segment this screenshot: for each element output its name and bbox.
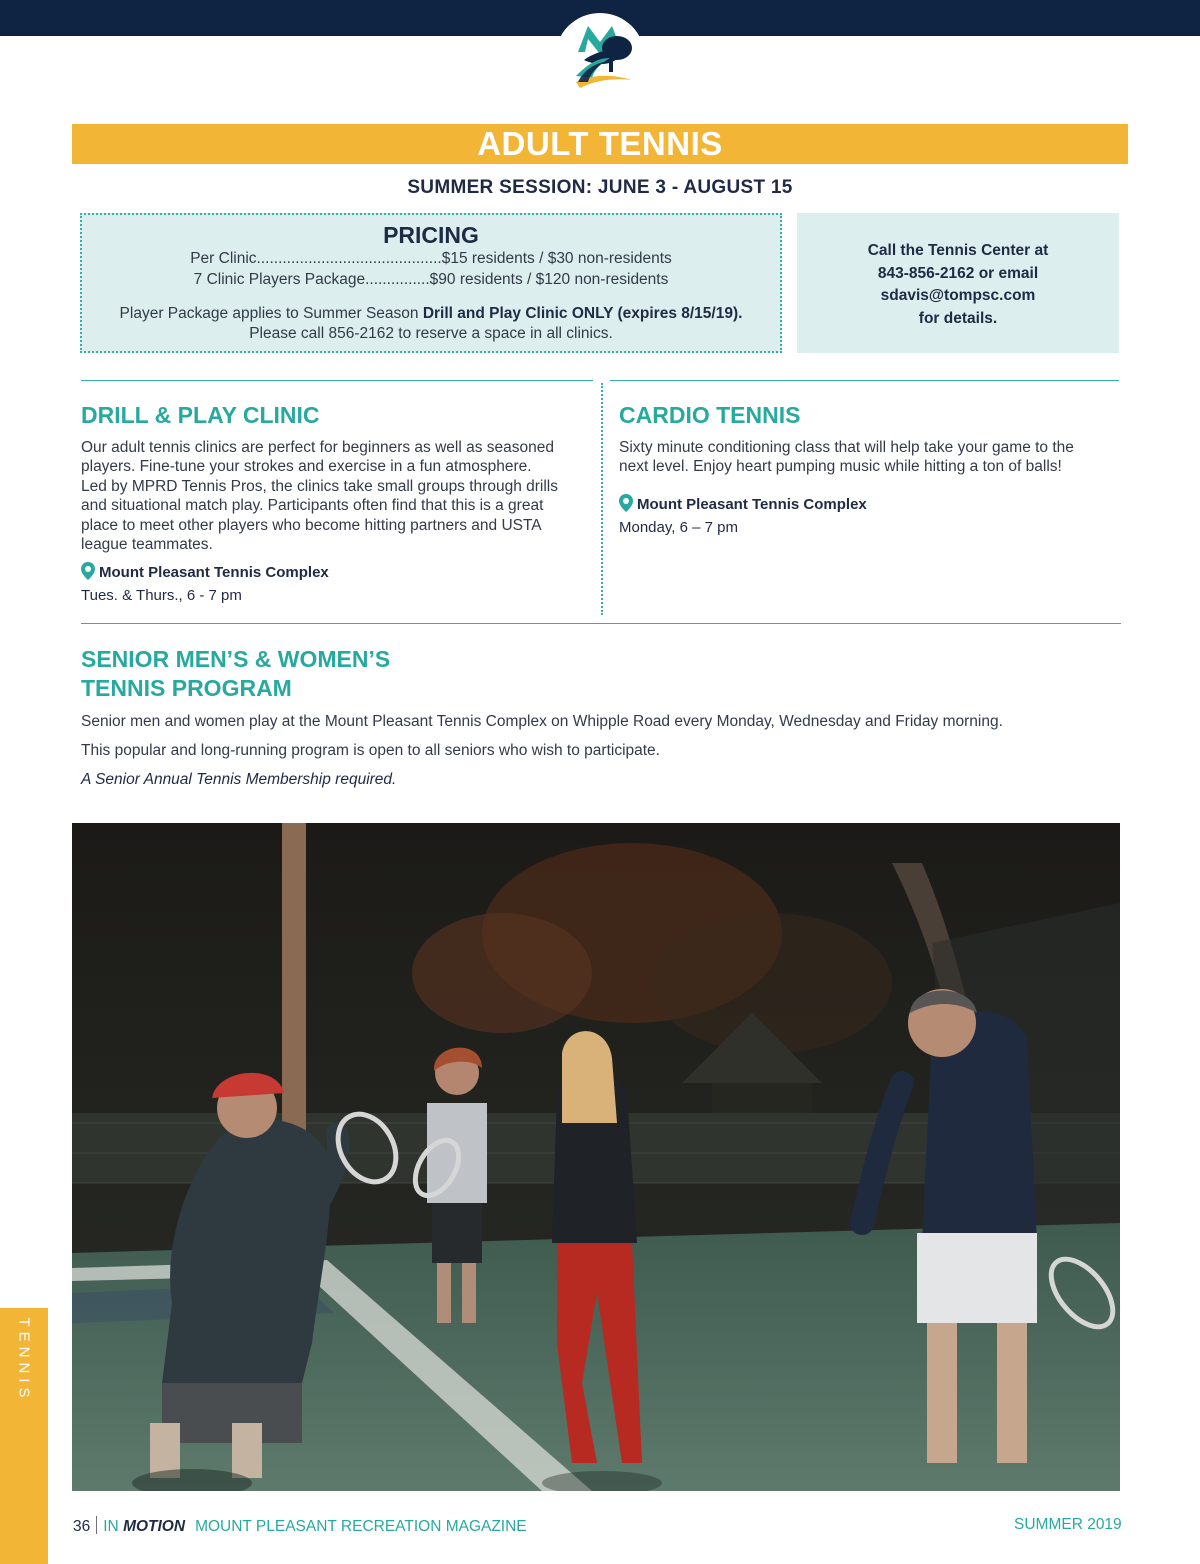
drill-line: players. Fine-tune your strokes and exercise in a fun atmosphere.	[81, 458, 532, 476]
senior-paragraph: This popular and long-running program is open to all seniors who wish to participate.	[81, 742, 660, 759]
page-number: 36	[73, 1518, 91, 1535]
cardio-title: CARDIO TENNIS	[619, 402, 801, 428]
pricing-box	[80, 213, 782, 353]
pricing-note-bold: Drill and Play Clinic ONLY (expires 8/15/19).	[422, 305, 743, 322]
cardio-line: next level. Enjoy heart pumping music while hitting a ton of balls!	[619, 458, 1062, 476]
side-tab-label: TENNIS	[15, 1317, 33, 1403]
senior-title-line2: TENNIS PROGRAM	[81, 675, 292, 701]
footer-separator	[96, 1516, 97, 1534]
contact-box	[797, 213, 1119, 353]
pricing-note	[82, 304, 780, 344]
drill-line: place to meet other players who become hitting partners and USTA	[81, 516, 542, 534]
drill-title: DRILL & PLAY CLINIC	[81, 402, 320, 428]
divider	[81, 623, 1121, 624]
divider	[610, 380, 1119, 381]
footer-season: SUMMER 2019	[1014, 1516, 1122, 1533]
drill-line: Our adult tennis clinics are perfect for beginners as well as seasoned	[81, 439, 554, 456]
pricing-line-per-clinic: Per Clinic...........................................$15 residents / $30 non-residents	[190, 250, 672, 267]
footer-magazine: MOUNT PLEASANT RECREATION MAGAZINE	[195, 1518, 527, 1535]
drill-description	[81, 438, 586, 554]
cardio-line: Sixty minute conditioning class that will help take your game to the	[619, 439, 1074, 456]
senior-title-line1: SENIOR MEN’S & WOMEN’S	[81, 646, 391, 672]
cardio-location-name: Mount Pleasant Tennis Complex	[637, 496, 867, 513]
footer-in: IN	[103, 1518, 124, 1535]
logo	[554, 12, 646, 104]
pricing-line-package: 7 Clinic Players Package...............$90 residents / $120 non-residents	[193, 271, 669, 288]
cardio-location	[619, 494, 867, 537]
drill-line: Led by MPRD Tennis Pros, the clinics take small groups through drills	[81, 477, 558, 495]
cardio-description	[619, 438, 1119, 477]
drill-line: and situational match play. Participants often find that this is a great	[81, 497, 544, 515]
drill-time: Tues. & Thurs., 6 - 7 pm	[81, 586, 242, 604]
contact-line: Call the Tennis Center at	[867, 242, 1049, 259]
cardio-time: Monday, 6 – 7 pm	[619, 518, 738, 536]
pricing-title: PRICING	[383, 222, 479, 248]
session-dates: SUMMER SESSION: JUNE 3 - AUGUST 15	[407, 177, 793, 198]
column-divider	[601, 383, 603, 615]
divider	[81, 380, 593, 381]
pricing-note-text: Player Package applies to Summer Season	[119, 305, 423, 322]
footer-left	[73, 1516, 527, 1536]
drill-line: league teammates.	[81, 536, 213, 554]
location-pin-icon	[619, 494, 633, 518]
footer-motion: MOTION	[123, 1518, 186, 1535]
contact-phone: 843-856-2162 or email	[877, 264, 1039, 282]
contact-line: for details.	[918, 309, 998, 327]
drill-location-name: Mount Pleasant Tennis Complex	[99, 564, 329, 581]
page-title: ADULT TENNIS	[72, 124, 1128, 164]
location-pin-icon	[81, 562, 95, 586]
senior-membership-note: A Senior Annual Tennis Membership required.	[81, 771, 397, 788]
tennis-photo	[72, 823, 1120, 1491]
drill-location	[81, 562, 329, 605]
senior-paragraph: Senior men and women play at the Mount Pleasant Tennis Complex on Whipple Road every Monday, Wednesday and Friday morning.	[81, 713, 1003, 730]
contact-email: sdavis@tompsc.com	[880, 287, 1036, 304]
senior-title	[81, 645, 390, 703]
pricing-note-line2: Please call 856-2162 to reserve a space in all clinics.	[249, 325, 613, 342]
